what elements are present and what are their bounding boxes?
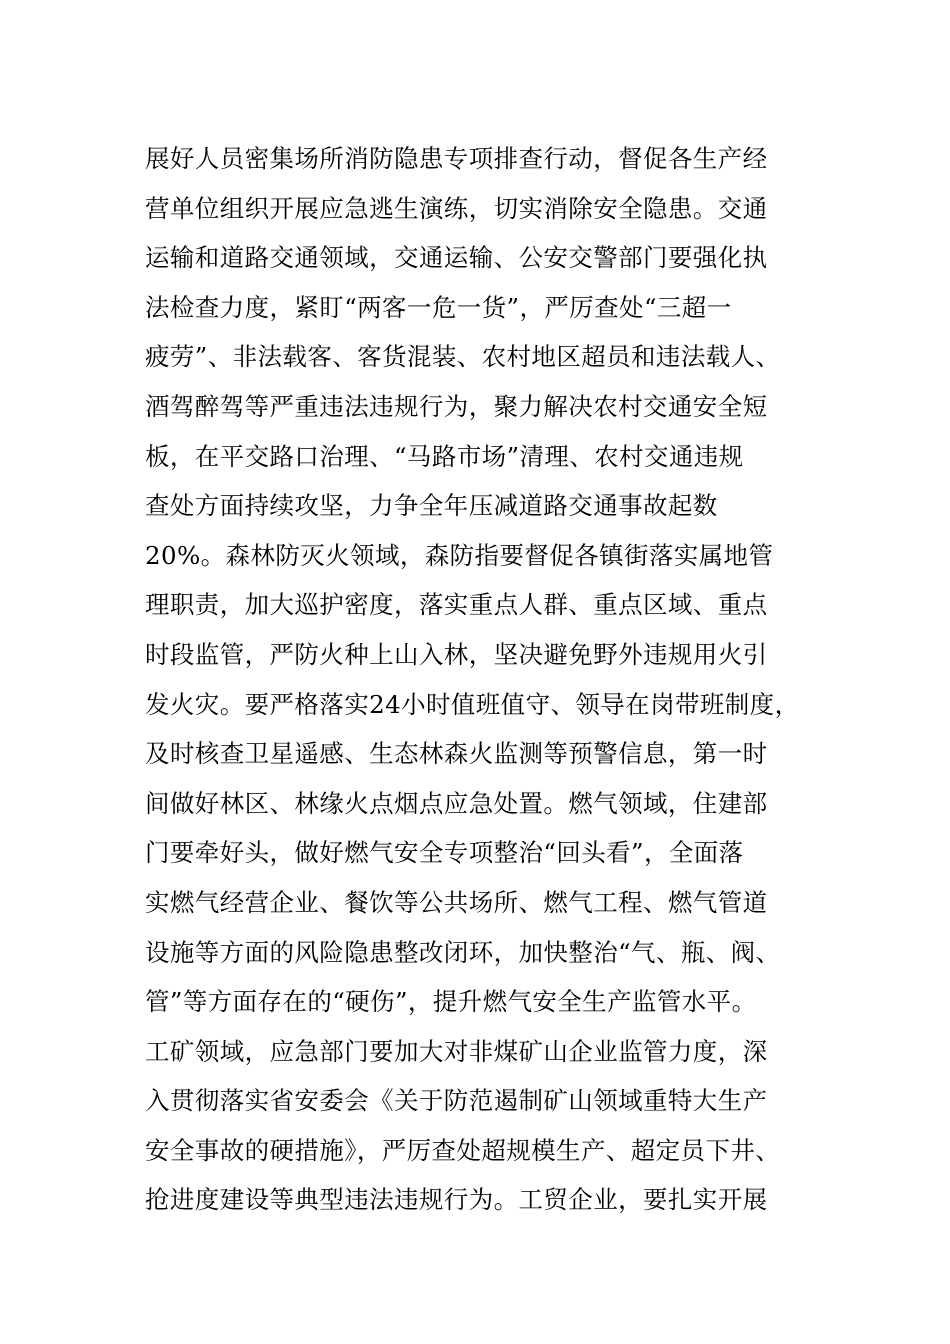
text-line: 门要牵好头，做好燃气安全专项整治“回头看”，全面落 [145,838,744,868]
text-line: 设施等方面的风险隐患整改闭环，加快整治“气、瓶、阀、 [145,937,781,967]
text-line: 及时核查卫星遥感、生态林森火监测等预警信息，第一时 [145,739,768,769]
text-line: 入贯彻落实省安委会《关于防范遏制矿山领域重特大生产 [145,1086,768,1116]
text-line: 工矿领域，应急部门要加大对非煤矿山企业监管力度，深 [145,1036,768,1066]
text-line: 管”等方面存在的“硬伤”，提升燃气安全生产监管水平。 [145,987,757,1017]
text-line: 查处方面持续攻坚，力争全年压减道路交通事故起数 [145,491,718,521]
text-line: 法检查力度，紧盯“两客一危一货”，严厉查处“三超一 [145,292,732,322]
text-line: 实燃气经营企业、餐饮等公共场所、燃气工程、燃气管道 [145,887,768,917]
text-line: 理职责，加大巡护密度，落实重点人群、重点区域、重点 [145,590,768,620]
text-line: 板，在平交路口治理、“马路市场”清理、农村交通违规 [145,441,744,471]
text-line: 营单位组织开展应急逃生演练，切实消除安全隐患。交通 [145,193,768,223]
text-line: 时段监管，严防火种上山入林，坚决避免野外违规用火引 [145,639,768,669]
text-line: 酒驾醉驾等严重违法违规行为，聚力解决农村交通安全短 [145,391,768,421]
text-line: 抢进度建设等典型违法违规行为。工贸企业，要扎实开展 [145,1185,768,1215]
text-line: 展好人员密集场所消防隐患专项排查行动，督促各生产经 [145,144,768,173]
text-line: 疲劳”、非法载客、客货混装、农村地区超员和违法载人、 [145,342,781,372]
text-line: 20%。森林防灭火领域，森防指要督促各镇街落实属地管 [145,540,774,570]
text-line: 发火灾。要严格落实24小时值班值守、领导在岗带班制度， [145,689,800,719]
body-paragraph [145,134,825,1225]
text-line: 运输和道路交通领域，交通运输、公安交警部门要强化执 [145,243,768,273]
text-line: 间做好林区、林缘火点烟点应急处置。燃气领域，住建部 [145,788,768,818]
text-line: 安全事故的硬措施》，严厉查处超规模生产、超定员下井、 [145,1135,781,1165]
